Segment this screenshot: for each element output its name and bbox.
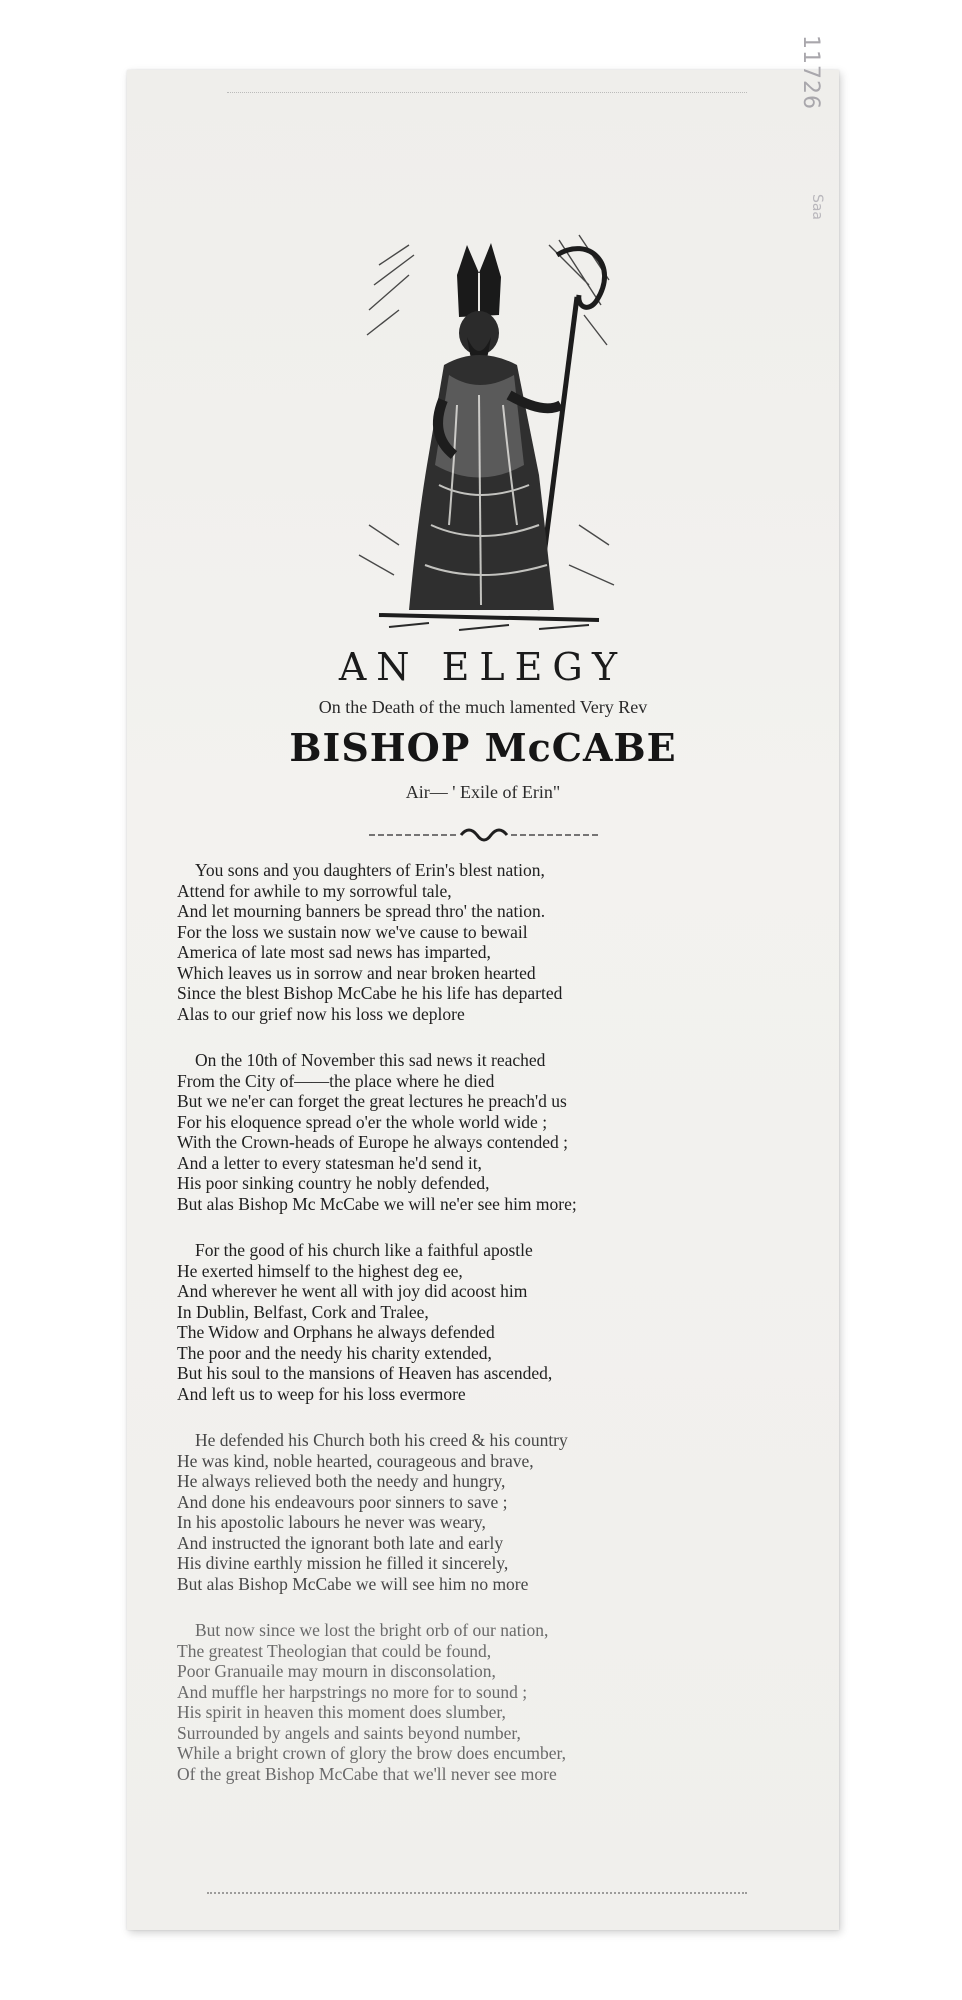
verse-line: On the 10th of November this sad news it reached bbox=[195, 1050, 546, 1070]
verse-line: His poor sinking country he nobly defended, bbox=[177, 1173, 490, 1193]
verse-line: And done his endeavours poor sinners to save ; bbox=[177, 1491, 508, 1512]
stanza-3 bbox=[177, 1240, 817, 1404]
verse-line: Attend for awhile to my sorrowful tale, bbox=[177, 880, 452, 901]
verse-line: But alas Bishop McCabe we will see him no more bbox=[177, 1573, 529, 1594]
verse-line: The poor and the needy his charity extended, bbox=[177, 1342, 492, 1363]
verse-line: But his soul to the mansions of Heaven has ascended, bbox=[177, 1363, 553, 1383]
broadside-sheet bbox=[127, 35, 839, 1930]
verse-line: Since the blest Bishop McCabe he his life has departed bbox=[177, 983, 563, 1003]
stanza-5 bbox=[177, 1620, 817, 1784]
bishop-woodcut-figure bbox=[339, 225, 629, 645]
verse-line: But alas Bishop Mc McCabe we will ne'er see him more; bbox=[177, 1193, 577, 1214]
verse-line: America of late most sad news has imparted, bbox=[177, 942, 491, 962]
verse-line: For his eloquence spread o'er the whole world wide ; bbox=[177, 1111, 548, 1132]
verse-line: And instructed the ignorant both late and early bbox=[177, 1532, 504, 1553]
verse-line: But now since we lost the bright orb of our nation, bbox=[195, 1620, 549, 1640]
verse-line: Which leaves us in sorrow and near broken hearted bbox=[177, 962, 536, 983]
verse-line: In Dublin, Belfast, Cork and Tralee, bbox=[177, 1301, 429, 1322]
verse-line: He exerted himself to the highest deg ee, bbox=[177, 1260, 463, 1281]
verse-line: And let mourning banners be spread thro' the nation. bbox=[177, 901, 546, 921]
stanza-4 bbox=[177, 1430, 817, 1594]
margin-annotation: Saa bbox=[809, 193, 825, 220]
verse-line: For the loss we sustain now we've cause to bewail bbox=[177, 921, 528, 942]
verse-line: The greatest Theologian that could be found, bbox=[177, 1640, 492, 1661]
bottom-edge-marks bbox=[207, 1892, 747, 1900]
verse-line: His spirit in heaven this moment does slumber, bbox=[177, 1702, 506, 1722]
verse-line: And left us to weep for his loss evermore bbox=[177, 1383, 466, 1404]
verse-line: And muffle her harpstrings no more for to sound ; bbox=[177, 1681, 528, 1702]
verse-line: From the City of——the place where he died bbox=[177, 1070, 495, 1091]
ornament-divider-icon bbox=[369, 823, 599, 847]
title: AN ELEGY bbox=[338, 645, 628, 689]
stanza-2 bbox=[177, 1050, 817, 1214]
verse-line: For the good of his church like a faithful apostle bbox=[195, 1240, 533, 1260]
verse-line: And wherever he went all with joy did acoost him bbox=[177, 1281, 528, 1301]
verse-line: He was kind, noble hearted, courageous and brave, bbox=[177, 1450, 534, 1471]
verse-line: Alas to our grief now his loss we deplore bbox=[177, 1003, 465, 1024]
verse-line: His divine earthly mission he filled it sincerely, bbox=[177, 1553, 509, 1573]
inventory-number: 11726 bbox=[798, 35, 823, 110]
verse-line: And a letter to every statesman he'd send it, bbox=[177, 1152, 482, 1173]
verse-line: But we ne'er can forget the great lectures he preach'd us bbox=[177, 1091, 567, 1111]
verse-line: He always relieved both the needy and hungry, bbox=[177, 1471, 506, 1491]
verse-line: In his apostolic labours he never was weary, bbox=[177, 1512, 486, 1532]
verse-line: You sons and you daughters of Erin's blest nation, bbox=[195, 860, 545, 880]
verse-line: Poor Granuaile may mourn in disconsolation, bbox=[177, 1661, 496, 1681]
top-edge-marks bbox=[227, 92, 747, 97]
verse-line: While a bright crown of glory the brow does encumber, bbox=[177, 1743, 567, 1763]
verse-line: With the Crown-heads of Europe he always contended ; bbox=[177, 1132, 568, 1152]
bishop-name: BISHOP McCABE bbox=[289, 725, 677, 770]
air-line: Air— ' Exile of Erin" bbox=[405, 782, 561, 802]
subtitle: On the Death of the much lamented Very Rev bbox=[318, 697, 648, 717]
verse-line: He defended his Church both his creed & his country bbox=[195, 1430, 568, 1450]
verse-line: Surrounded by angels and saints beyond number, bbox=[177, 1722, 521, 1743]
stanza-1 bbox=[177, 860, 817, 1024]
verse-line: Of the great Bishop McCabe that we'll never see more bbox=[177, 1763, 557, 1784]
verse-line: The Widow and Orphans he always defended bbox=[177, 1322, 495, 1342]
verses bbox=[177, 860, 817, 1810]
